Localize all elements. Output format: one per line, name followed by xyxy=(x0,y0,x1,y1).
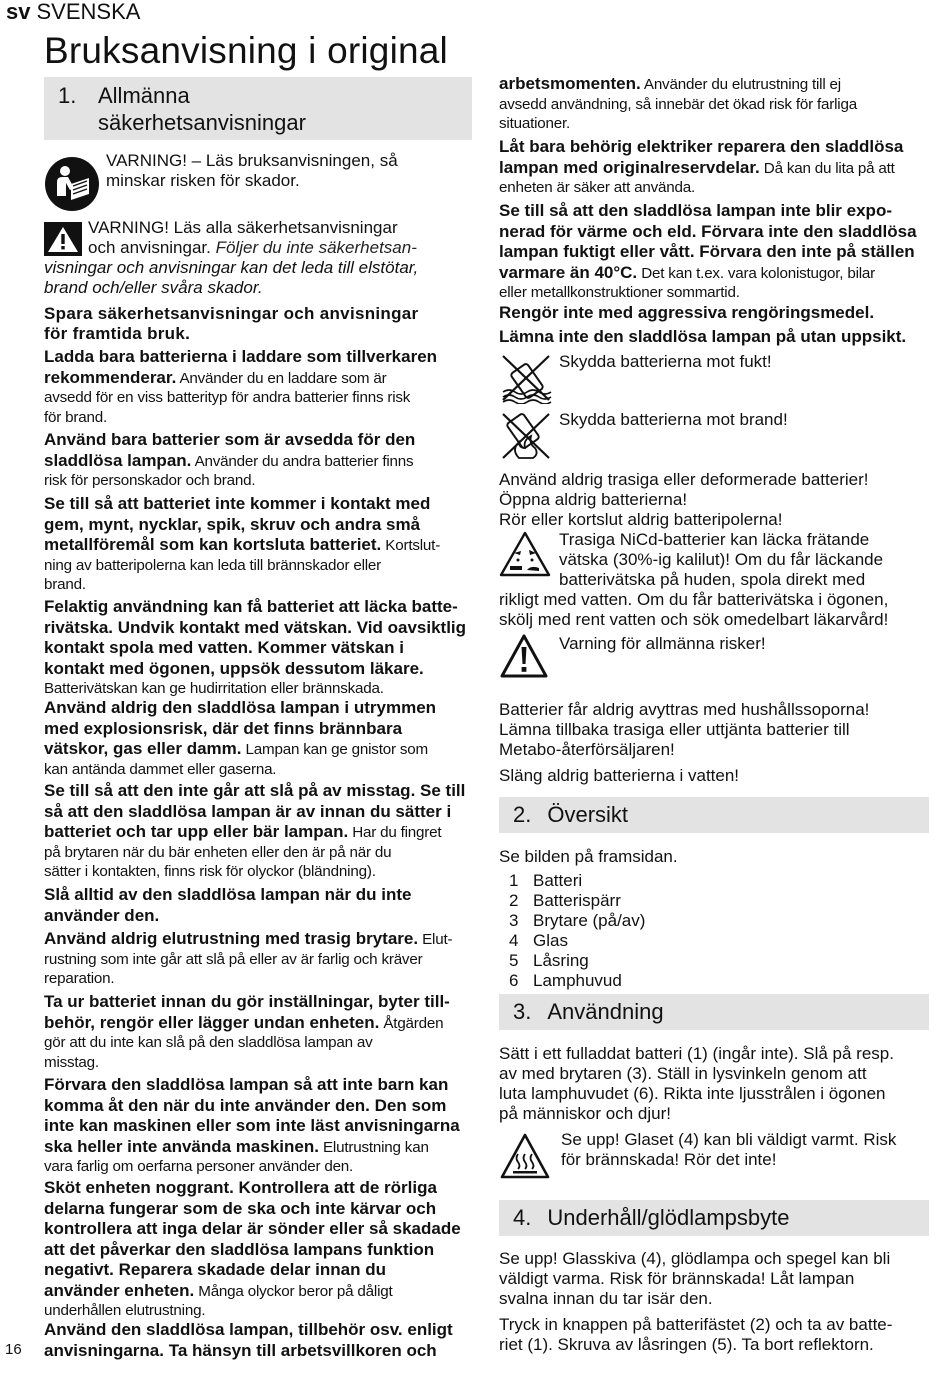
section-heading-2: 2. Översikt xyxy=(499,797,929,833)
no-moisture-icon xyxy=(499,352,553,404)
overview-item-label: Brytare (på/av) xyxy=(533,911,646,930)
para-no-water: Släng aldrig batterierna i vatten! xyxy=(499,766,740,785)
para-use-accessories: Använd den sladdlösa lampan, tillbehör osv. enligt anvisningarna. Ta hänsyn till arbetsvillkoren och xyxy=(44,1320,453,1360)
para-usage: Sätt i ett fulladdat batteri (1) (ingår inte). Slå på resp. av med brytaren (3). Ställ in lysvinkeln genom att luta lamphuvudet (6). Rikta inte ljusstrålen i ögonen på människor och djur! xyxy=(499,1044,894,1123)
general-hazard-icon xyxy=(499,633,549,679)
language-name: SVENSKA xyxy=(36,0,141,24)
para-no-aggressive-cleaning: Rengör inte med aggressiva rengöringsmedel. xyxy=(499,303,875,322)
para-batteries: Använd bara batterier som är avsedda för den sladdlösa lampan. Använder du andra batterier finns risk för personskador och brand. xyxy=(44,430,416,489)
para-switch-off: Slå alltid av den sladdlösa lampan när du inte använder den. xyxy=(44,885,412,925)
section-heading-4: 4. Underhåll/glödlampsbyte xyxy=(499,1200,929,1236)
para-save-instructions: Spara säkerhetsanvisningar och anvisningar för framtida bruk. xyxy=(44,304,419,343)
overview-item xyxy=(509,891,809,911)
para-battery-removal: Tryck in knappen på batterifästet (2) och ta av batte- riet (1). Skruva av låsringen (5). Ta bort reflektorn. xyxy=(499,1315,893,1354)
para-hot-glass: Se upp! Glaset (4) kan bli väldigt varmt. Risk för brännskada! Rör det inte! xyxy=(561,1130,897,1169)
no-fire-icon xyxy=(499,410,553,462)
warning-read-all: VARNING! Läs alla säkerhetsanvisningar och anvisningar. Följer du inte säkerhetsan- visningar och anvisningar kan det leda till elstötar, brand och/eller svåra skador. xyxy=(44,218,419,297)
para-battery-leak: Felaktig användning kan få batteriet att läcka batte- rivätska. Undvik kontakt med vätskan. Vid oavsiktlig kontakt spola med vatten. Kommer vätskan i kontakt med ögonen, uppsök dessutom läkare. Batterivätskan kan ge hudirritation eller brännskada. xyxy=(44,597,467,697)
overview-item xyxy=(509,971,809,991)
para-protect-fire: Skydda batterierna mot brand! xyxy=(559,410,788,429)
para-heat-exposure: Se till så att den sladdlösa lampan inte blir expo- nerad för värme och eld. Förvara inte den sladdlösa lampan fuktigt eller vått. Förvara den inte på ställen varmare än 40°C. Det kan t.ex. vara kolonistugor, bilar eller metallkonstruktioner sommartid. xyxy=(499,201,917,301)
language-header xyxy=(6,0,140,24)
hot-surface-icon xyxy=(499,1132,551,1180)
overview-item-number: 1 xyxy=(509,871,519,890)
overview-item-number: 4 xyxy=(509,931,519,950)
para-accidental-start: Se till så att den inte går att slå på av misstag. Se till så att den sladdlösa lampan är av innan du sätter i batteriet och tar upp eller bär lampan. Har du fingret på brytaren när du bär enheten eller den är på när du sätter i kontakten, finns risk för olyckor (bländning). xyxy=(44,781,466,880)
para-protect-moisture: Skydda batterierna mot fukt! xyxy=(559,352,772,371)
para-broken-switch: Använd aldrig elutrustning med trasig brytare. Elut- rustning som inte går att slå på eller av är farlig och kräver reparation. xyxy=(44,929,453,987)
para-repair: Låt bara behörig elektriker reparera den sladdlösa lampan med originalreservdelar. Då kan du lita på att enheten är säker att använda. xyxy=(499,137,904,196)
overview-item-label: Batterispärr xyxy=(533,891,621,910)
para-disposal: Batterier får aldrig avyttras med hushållssoporna! Lämna tillbaka trasiga eller uttjänta batterier till Metabo-återförsäljaren! xyxy=(499,700,870,759)
overview-item-number: 2 xyxy=(509,891,519,910)
overview-item xyxy=(509,951,809,971)
overview-item-number: 5 xyxy=(509,951,519,970)
warning-read-manual: VARNING! – Läs bruksanvisningen, så minskar risken för skador. xyxy=(106,151,398,190)
overview-item xyxy=(509,871,809,891)
para-damaged-batteries: Använd aldrig trasiga eller deformerade batterier! Öppna aldrig batterierna! Rör eller kortslut aldrig batteripolerna! xyxy=(499,470,869,529)
section-heading-1: 1. Allmänna säkerhetsanvisningar xyxy=(44,77,472,140)
overview-item-number: 3 xyxy=(509,911,519,930)
para-storage-children: Förvara den sladdlösa lampan så att inte barn kan komma åt den när du inte använder den. Den som inte kan maskinen eller som inte läst anvisningarna ska heller inte använda maskinen. Elutrustning kan vara farlig om oerfarna personer använder den. xyxy=(44,1075,460,1175)
para-charger: Ladda bara batterierna i laddare som tillverkaren rekommenderar. Använder du en laddare som är avsedd för en viss batterityp för andra batterier finns risk för brand. xyxy=(44,347,438,426)
para-metal-contact: Se till så att batteriet inte kommer i kontakt med gem, mynt, nycklar, spik, skruv och andra små metallföremål som kan kortsluta batteriet. Kortslut- ning av batteripolerna kan leda till brännskador eller brand. xyxy=(44,494,441,593)
overview-item-number: 6 xyxy=(509,971,519,990)
overview-item xyxy=(509,931,809,951)
para-general-hazard: Varning för allmänna risker! xyxy=(559,634,766,653)
page-title: Bruksanvisning i original xyxy=(44,30,448,71)
para-no-unattended: Lämna inte den sladdlösa lampan på utan uppsikt. xyxy=(499,327,907,346)
overview-item-label: Lamphuvud xyxy=(533,971,622,990)
language-code: sv xyxy=(6,0,31,24)
section-heading-3: 3. Användning xyxy=(499,994,929,1030)
read-manual-icon xyxy=(44,156,100,212)
overview-item-label: Låsring xyxy=(533,951,589,970)
para-nicd-leak: Trasiga NiCd-batterier kan läcka frätande vätska (30%-ig kalilut)! Om du får läckande batterivätska på huden, spola direkt med rikligt med vatten. Om du får batterivätska i ögonen, skölj med rent vatten och sök omedelbart läkarvård! xyxy=(499,530,889,629)
overview-item-label: Glas xyxy=(533,931,568,950)
page-number: 16 xyxy=(5,1341,22,1358)
para-work-conditions-cont: arbetsmomenten. Använder du elutrustning till ej avsedd användning, så innebär det ökad risk för farliga situationer. xyxy=(499,74,857,132)
overview-item xyxy=(509,911,809,931)
overview-parts-list xyxy=(509,871,809,991)
para-maintenance-warning: Se upp! Glasskiva (4), glödlampa och spegel kan bli väldigt varma. Risk för brännskada! Låt lampan svalna innan du tar isär den. xyxy=(499,1249,891,1308)
overview-item-label: Batteri xyxy=(533,871,583,890)
para-explosion-risk: Använd aldrig den sladdlösa lampan i utrymmen med explosionsrisk, där det finns brännbara vätskor, gas eller damm. Lampan kan ge gnistor som kan antända dammet eller gaserna. xyxy=(44,698,437,778)
para-overview: Se bilden på framsidan. xyxy=(499,847,678,866)
para-maintenance-care: Sköt enheten noggrant. Kontrollera att de rörliga delarna fungerar som de ska och inte kärvar och kontrollera att inga delar är sönder eller så skadade att det påverkar den sladdlösa lampans funktion negativt. Reparera skadade delar innan du använder enheten. Många olyckor beror på dåligt underhållen elutrustning. xyxy=(44,1178,461,1319)
para-remove-battery: Ta ur batteriet innan du gör inställningar, byter till- behör, rengör eller lägger undan enheten. Åtgärden gör att du inte kan slå på den sladdlösa lampan av misstag. xyxy=(44,992,450,1071)
